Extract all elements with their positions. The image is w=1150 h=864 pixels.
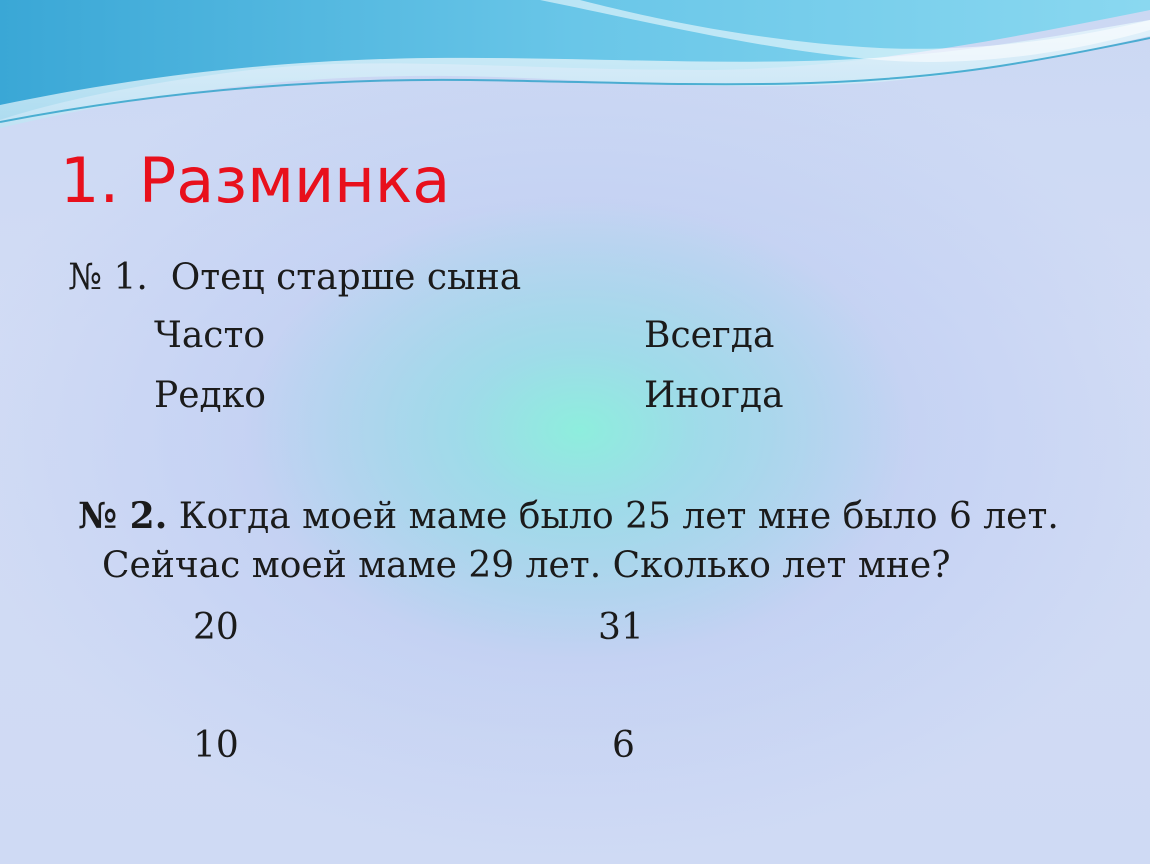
question-1 [68,257,522,298]
question-2-option-20: 20 [193,607,239,648]
question-1-option-always: Всегда [644,315,775,356]
question-2-number: № 2. [78,495,168,537]
question-2-option-10: 10 [193,725,239,766]
slide-title: 1. Разминка [60,144,451,217]
question-1-text: Отец старше сына [170,257,522,298]
question-2-line-1 [78,495,1059,537]
question-1-option-rarely: Редко [154,375,266,416]
question-2-text-line-2: Сейчас моей маме 29 лет. Сколько лет мне? [102,545,951,586]
question-2-option-6: 6 [612,725,635,766]
question-1-number: № 1. [68,257,148,298]
decorative-wave-header [0,0,1150,140]
question-2-option-31: 31 [598,607,644,648]
question-1-option-sometimes: Иногда [644,375,784,416]
question-2-text-line-1: Когда моей маме было 25 лет мне было 6 лет. [178,496,1059,537]
question-1-option-often: Часто [154,315,266,356]
